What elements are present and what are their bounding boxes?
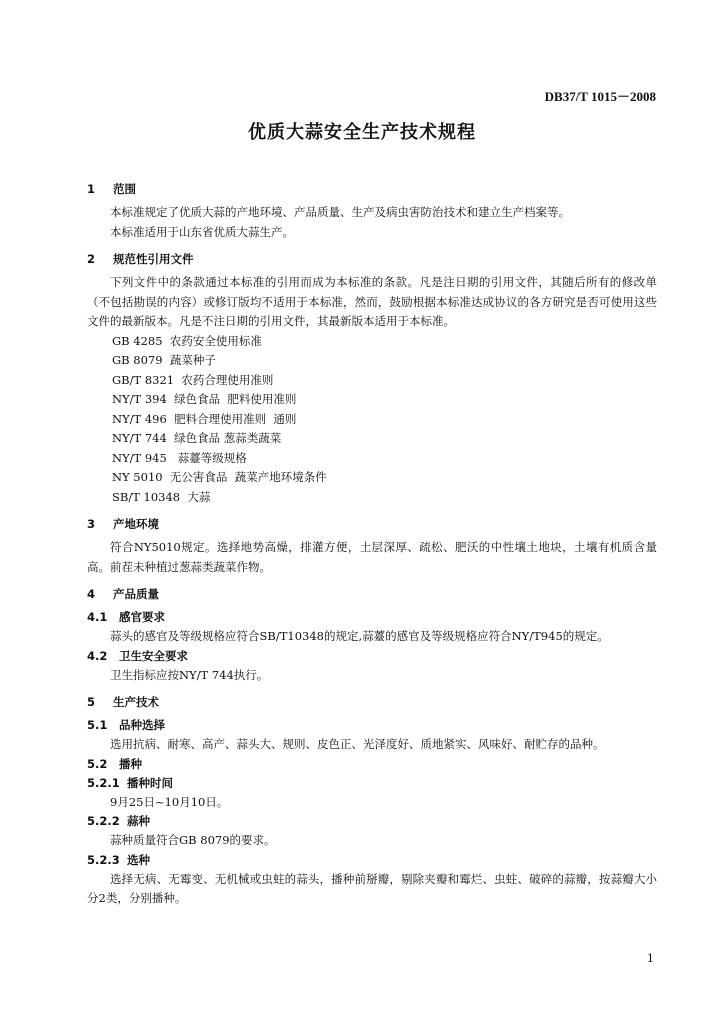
section-heading-5	[87, 691, 657, 713]
reference-item: GB/T 8321 农药合理使用准则	[112, 372, 274, 387]
paragraph: 蒜种质量符合GB 8079的要求。	[110, 833, 276, 847]
paragraph: 本标准规定了优质大蒜的产地环境、产品质量、生产及病虫害防治技术和建立生产档案等。	[110, 205, 570, 219]
subsection-number: 5.1	[87, 718, 108, 732]
reference-item: GB 8079 蔬菜种子	[112, 353, 216, 367]
reference-item: NY/T 394 绿色食品 肥料使用准则	[112, 392, 297, 406]
section-title: 产地环境	[113, 517, 159, 531]
subsection-title: 蒜种	[127, 814, 150, 828]
subsection-heading-5-2-1	[87, 774, 657, 793]
section-heading-3	[87, 513, 657, 535]
reference-item: SB/T 10348 大蒜	[112, 489, 211, 504]
reference-item: NY 5010 无公害食品 蔬菜产地环境条件	[112, 470, 327, 484]
subsection-number: 4.1	[87, 610, 108, 624]
paragraph: 9月25日~10月10日。	[110, 794, 229, 809]
paragraph: 选用抗病、耐寒、高产、蒜头大、规则、皮色正、光泽度好、质地紧实、风味好、耐贮存的品种。	[110, 737, 605, 751]
subsection-number: 5.2	[87, 756, 108, 771]
reference-list	[87, 332, 657, 508]
document-body	[87, 178, 657, 909]
subsection-number: 5.2.3	[87, 852, 120, 867]
paragraph: 选择无病、无霉变、无机械或虫蛀的蒜头，播种前掰瓣，剔除夹瓣和霉烂、虫蛀、破碎的蒜瓣，按蒜瓣大小分2类，分别播种。	[87, 871, 657, 905]
reference-item: NY/T 945 蒜薹等级规格	[112, 450, 247, 465]
paragraph: 符合NY5010规定。选择地势高燥，排灌方便，土层深厚、疏松、肥沃的中性壤土地块，土壤有机质含量高。前茬未种植过葱蒜类蔬菜作物。	[87, 540, 657, 574]
section-number: 5	[87, 695, 96, 709]
document-title: 优质大蒜安全生产技术规程	[248, 122, 476, 143]
subsection-heading-5-1	[87, 716, 657, 735]
section-number: 3	[87, 517, 96, 531]
subsection-heading-5-2-3	[87, 851, 657, 870]
section-number: 4	[87, 587, 96, 601]
page-number: 1	[647, 952, 654, 965]
subsection-heading-5-2	[87, 755, 657, 774]
section-heading-1	[87, 178, 657, 200]
section-title: 范围	[113, 182, 136, 196]
section-number: 1	[87, 182, 96, 196]
subsection-number: 5.2.2	[87, 814, 120, 828]
section-heading-2	[87, 248, 657, 270]
section-title: 规范性引用文件	[113, 252, 194, 266]
paragraph: 本标准适用于山东省优质大蒜生产。	[110, 224, 294, 239]
reference-item: NY/T 496 肥料合理使用准则 通则	[112, 411, 297, 426]
section-title: 生产技术	[113, 695, 159, 709]
paragraph: 蒜头的感官及等级规格应符合SB/T10348的规定,蒜薹的感官及等级规格应符合NY/T945的规定。	[110, 629, 609, 643]
subsection-heading-5-2-2	[87, 812, 657, 831]
subsection-heading-4-1	[87, 608, 657, 627]
subsection-heading-4-2	[87, 647, 657, 666]
standard-code: DB37/T 1015－2008	[544, 89, 656, 104]
subsection-title: 选种	[127, 852, 150, 867]
reference-item: GB 4285 农药安全使用标准	[112, 333, 262, 348]
subsection-title: 播种时间	[127, 775, 173, 790]
subsection-number: 4.2	[87, 648, 108, 663]
section-number: 2	[87, 252, 96, 266]
reference-item: NY/T 744 绿色食品 葱蒜类蔬菜	[112, 431, 282, 445]
section-heading-4	[87, 583, 657, 605]
subsection-title: 品种选择	[119, 718, 165, 732]
subsection-number: 5.2.1	[87, 775, 120, 790]
section-title: 产品质量	[113, 587, 159, 601]
paragraph: 下列文件中的条款通过本标准的引用而成为本标准的条款。凡是注日期的引用文件，其随后所有的修改单（不包括勘误的内容）或修订版均不适用于本标准，然而，鼓励根据本标准达成协议的各方研究是否可使用这些文件的最新版本。凡是不注日期的引用文件，其最新版本适用于本标准。	[87, 275, 657, 328]
subsection-title: 感官要求	[119, 610, 165, 624]
paragraph: 卫生指标应按NY/T 744执行。	[110, 667, 269, 682]
subsection-title: 播种	[119, 756, 142, 771]
subsection-title: 卫生安全要求	[119, 648, 188, 663]
